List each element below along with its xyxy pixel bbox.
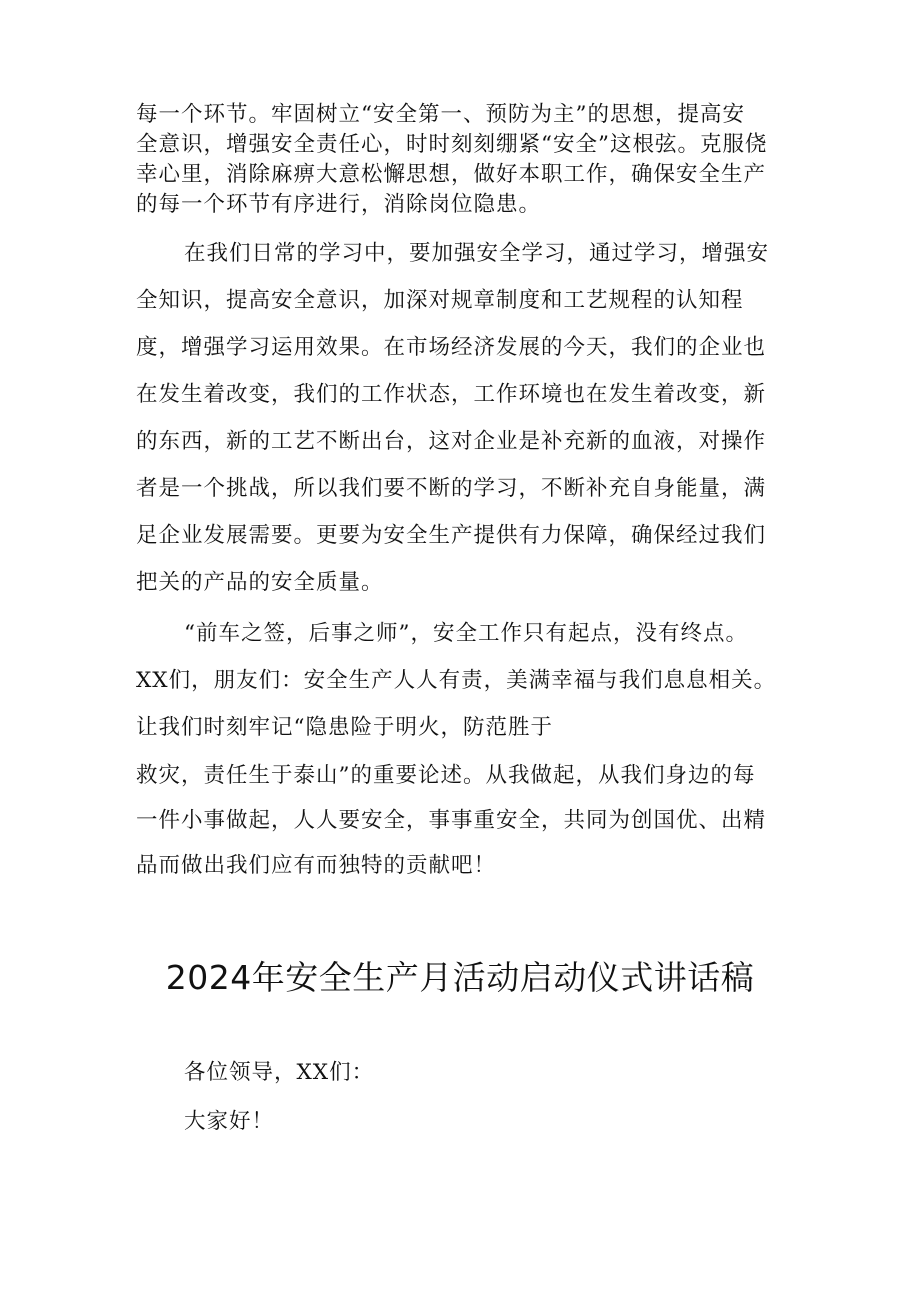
document-title: 2024年安全生产月活动启动仪式讲话稿 (165, 958, 755, 997)
text-line: 救灾，责任生于泰山”的重要论述。从我做起，从我们身边的每 (136, 763, 756, 788)
paragraph-4 (136, 753, 796, 888)
text-line: 全知识，提高安全意识，加深对规章制度和工艺规程的认知程 (136, 288, 744, 313)
paragraph-2 (136, 230, 796, 606)
text-line: 者是一个挑战，所以我们要不断的学习，不断补充自身能量，满 (136, 476, 767, 501)
text-line: 在我们日常的学习中，要加强安全学习，通过学习，增强安 (184, 241, 770, 266)
text-line: XX们，朋友们：安全生产人人有责，美满幸福与我们息息相关。 (136, 668, 777, 693)
text-line: 的每一个环节有序进行，消除岗位隐患。 (136, 192, 542, 217)
text-line: 幸心里，消除麻痹大意松懈思想，做好本职工作，确保安全生产 (136, 162, 767, 187)
greeting: 大家好！ (184, 1109, 275, 1134)
text-line: 把关的产品的安全质量。 (136, 570, 384, 595)
text-line: 在发生着改变，我们的工作状态，工作环境也在发生着改变，新 (136, 382, 767, 407)
paragraph-1 (136, 100, 796, 220)
text-line: 的东西，新的工艺不断出台，这对企业是补充新的血液，对操作 (136, 429, 767, 454)
text-line: 度，增强学习运用效果。在市场经济发展的今天，我们的企业也 (136, 335, 767, 360)
text-line: 每一个环节。牢固树立“安全第一、预防为主”的思想，提高安 (136, 102, 745, 127)
text-line: 足企业发展需要。更要为安全生产提供有力保障，确保经过我们 (136, 523, 767, 548)
paragraph-3 (136, 610, 796, 751)
text-line: 一件小事做起，人人要安全，事事重安全，共同为创国优、出精 (136, 808, 767, 833)
text-line: 全意识，增强安全责任心，时时刻刻绷紧“安全”这根弦。克服侥 (136, 132, 768, 157)
salutation: 各位领导，XX们： (184, 1060, 375, 1085)
text-line: “前车之签，后事之师”，安全工作只有起点，没有终点。 (184, 621, 748, 646)
text-line: 品而做出我们应有而独特的贡献吧！ (136, 853, 497, 878)
text-line: 让我们时刻牢记“隐患险于明火，防范胜于 (136, 715, 553, 740)
